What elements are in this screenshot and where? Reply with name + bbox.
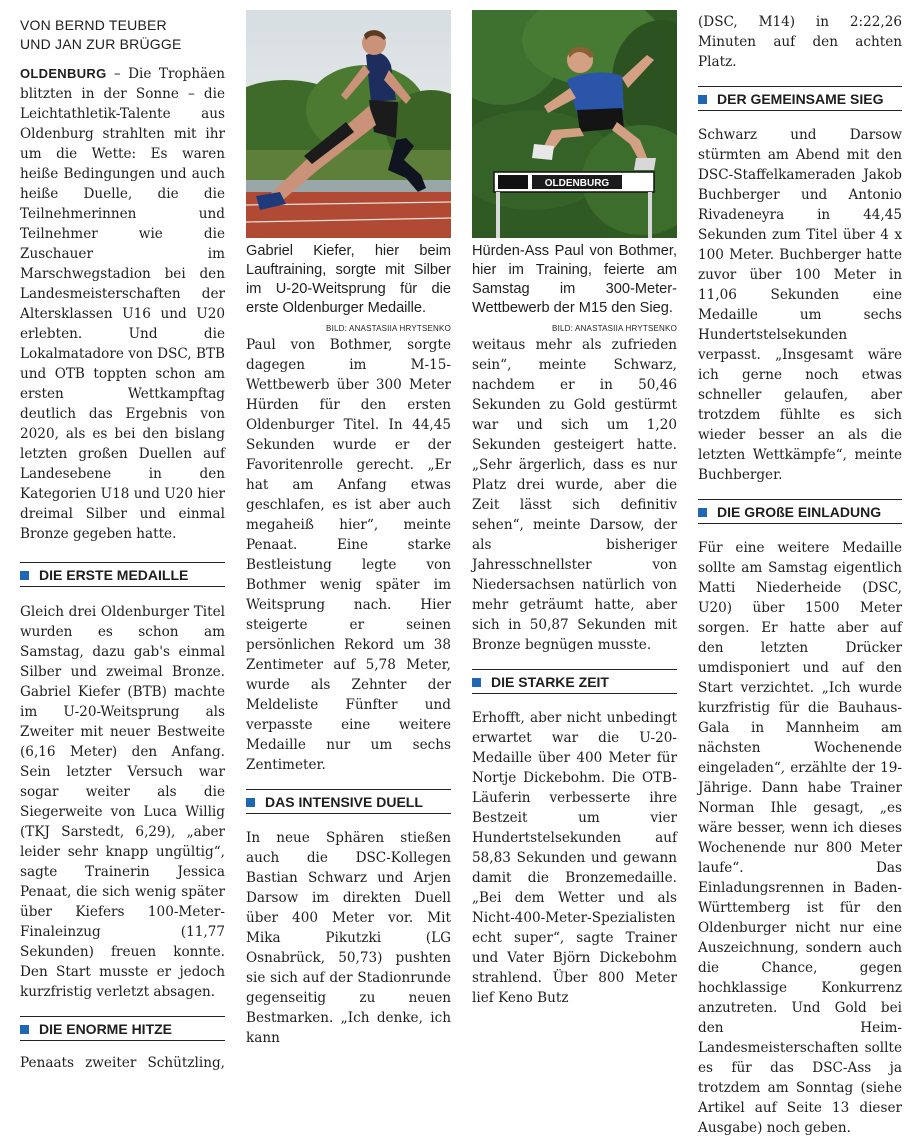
heading-square-icon xyxy=(698,508,707,517)
paragraph-intensive-duell: In neue Sphären stießen auch die DSC-Kollegen Bastian Schwarz und Arjen Darsow im direkten Duell über 400 Meter vor. Mit Mika Pikutzki (LG Osnabrück, 50,73) pushten sie sich auf der Stadionrunde gegenseitig zu neuen Bestmarken. „Ich denke, ich kann xyxy=(246,830,451,1046)
heading-grosse-einladung xyxy=(698,499,902,524)
photo-paul-von-bothmer xyxy=(472,10,677,238)
heading-text: DAS INTENSIVE DUELL xyxy=(265,794,423,810)
heading-erste-medaille xyxy=(20,562,225,587)
photo-credit-2: BILD: ANASTASIIA HRYTSENKO xyxy=(552,324,677,333)
heading-starke-zeit xyxy=(472,669,677,694)
photo-gabriel-kiefer xyxy=(246,10,451,238)
heading-square-icon xyxy=(246,798,255,807)
heading-enorme-hitze xyxy=(20,1016,225,1041)
heading-text: DIE STARKE ZEIT xyxy=(491,674,609,690)
heading-text: DIE GROßE EINLADUNG xyxy=(717,504,882,520)
heading-square-icon xyxy=(20,571,29,580)
heading-text: DIE ERSTE MEDAILLE xyxy=(39,567,189,583)
column-3 xyxy=(472,0,677,1006)
sprinter-photo-image xyxy=(246,10,451,238)
heading-square-icon xyxy=(698,95,707,104)
column-1 xyxy=(20,0,225,1071)
hurdler-photo-image xyxy=(472,10,677,238)
heading-square-icon xyxy=(20,1025,29,1034)
heading-text: DIE ENORME HITZE xyxy=(39,1021,173,1037)
column-2 xyxy=(246,0,451,1046)
dateline: OLDENBURG xyxy=(20,66,107,81)
paragraph-grosse-einladung: Für eine weitere Medaille sollte am Samstag eigentlich Matti Niederheide (DSC, U20) über 1500 Meter sorgen. Er hatte aber auf den letzten Drücker umdisponiert und auf den Start verzichtet. „Ich wurde kurzfristig für die Bauhaus-Gala in Mannheim am nächsten Wochenende eingeladen“, erzählte der 19-Jährige. Dann habe Trainer Norman Ihle gesagt, „es wäre besser, wenn ich dieses Wochenende nur 800 Meter laufe“. Das Einladungsrennen in Baden-Württemberg ist für den Oldenburger nicht nur eine Auszeichnung, sondern auch die Chance, gegen hochklassige Konkurrenz anzutreten. Und Gold bei den Heim-Landesmeisterschaften sollte es für das DSC-Ass ja trotzdem am Sonntag (siehe Artikel auf Seite 13 dieser Ausgabe) noch geben. xyxy=(698,540,902,1136)
heading-intensive-duell xyxy=(246,789,451,814)
paragraph-enorme-hitze: Paul von Bothmer, sorgte dagegen im M-15-Wettbewerb über 300 Meter Hürden für den ersten Oldenburger Titel. In 44,45 Sekunden wurde er der Favoritenrolle gerecht. „Er hat am Anfang etwas geschlafen, es ist aber auch megaheiß hier“, meinte Penaat. Eine starke Bestleistung legte von Bothmer wenig später im Weitsprung nach. Hier steigerte er seinen persönlichen Rekord um 38 Zentimeter auf 5,78 Meter, wurde als Zehnter der Meldeliste Fünfter und verpasste eine weitere Medaille nur um sechs Zentimeter. xyxy=(246,337,451,773)
paragraph-starke-zeit-cont: (DSC, M14) in 2:22,26 Minuten auf den achten Platz. xyxy=(698,14,902,70)
photo-credit-1: BILD: ANASTASIIA HRYTSENKO xyxy=(326,324,451,333)
intro-text: – Die Trophäen blitzten in der Sonne – die Leichtathletik-Talente aus Oldenburg strahlten mit ihr um die Wette: Es waren heiße Bedingungen und auch heiße Duelle, die die Teilnehmerinnen und Teilnehmer wie die Zuschauer im Marschwegstadion bei den Landesmeisterschaften der Altersklassen U16 und U20 erlebten. Und die Lokalmatadore von DSC, BTB und OTB toppten schon am ersten Wettkampftag deutlich das Ergebnis von 2020, als es bei den bislang letzten großen Duellen auf Landesebene in den Kategorien U18 und U20 hier dreimal Silber und einmal Bronze gegeben hatte. xyxy=(20,66,225,542)
photo-caption-1 xyxy=(246,242,451,333)
heading-square-icon xyxy=(472,678,481,687)
photo-caption-2 xyxy=(472,242,677,333)
caption-text: Hürden-Ass Paul von Bothmer, hier im Training, feierte am Samstag im 300-Meter-Wettbewerb der M15 den Sieg. xyxy=(472,243,677,316)
heading-text: DER GEMEINSAME SIEG xyxy=(717,91,884,107)
caption-text: Gabriel Kiefer, hier beim Lauftraining, sorgte mit Silber im U-20-Weitsprung für die erste Oldenburger Medaille. xyxy=(246,243,451,316)
byline-line-2: UND JAN ZUR BRÜGGE xyxy=(20,36,182,52)
hurdle-sponsor-text: OLDENBURG xyxy=(544,178,610,189)
paragraph-intensive-duell-cont: weitaus mehr als zufrieden sein“, meinte Schwarz, nachdem er in 50,46 Sekunden zu Gold gestürmt war und sich um 1,20 Sekunden gesteigert hatte. „Sehr ärgerlich, dass es nur Platz drei wurde, aber die Zeit lässt sich definitiv sehen“, meinte Darsow, der als bisheriger Jahresschnellster von Niedersachsen natürlich von mehr geträumt hatte, aber sich in 50,87 Sekunden mit Bronze begnügen musste. xyxy=(472,337,677,653)
heading-gemeinsame-sieg xyxy=(698,86,902,111)
paragraph-gemeinsame-sieg: Schwarz und Darsow stürmten am Abend mit den DSC-Staffelkameraden Jakob Buchberger und Antonio Rivadeneyra in 44,45 Sekunden zum Titel über 4 x 100 Meter. Buchberger hatte zuvor über 100 Meter in 11,06 Sekunden eine Medaille um sechs Hundertstelsekunden verpasst. „Insgesamt wäre ich gerne noch etwas schneller gelaufen, aber trotzdem fühlte es sich wieder besser an als die letzten Wettkämpfe“, meinte Buchberger. xyxy=(698,127,902,483)
paragraph-erste-medaille: Gleich drei Oldenburger Titel wurden es schon am Samstag, dazu gab's einmal Silber und zweimal Bronze. Gabriel Kiefer (BTB) machte im U-20-Weitsprung als Zweiter mit neuer Bestweite (6,16 Meter) den Anfang. Sein letzter Versuch war sogar weiter als die Siegerweite von Luca Willig (TKJ Sarstedt, 6,29), „aber leider sehr knapp ungültig“, sagte Trainerin Jessica Penaat, die sich wenig später über Kiefers 100-Meter-Finaleinzug (11,77 Sekunden) freuen konnte. Den Start musste er jedoch kurzfristig verletzt absagen. xyxy=(20,604,225,1000)
column-4 xyxy=(698,0,902,1136)
byline xyxy=(20,16,225,54)
paragraph-enorme-hitze-start: Penaats zweiter Schützling, xyxy=(20,1055,225,1071)
byline-line-1: VON BERND TEUBER xyxy=(20,17,167,33)
intro-paragraph xyxy=(20,64,225,544)
paragraph-starke-zeit: Erhofft, aber nicht unbedingt erwartet war die U-20-Medaille über 400 Meter für Nortje Dickebohm. Die OTB-Läuferin verbesserte ihre Bestzeit um vier Hundertstelsekunden auf 58,83 Sekunden und gewann damit die Bronzemedaille. „Bei dem Wetter und als Nicht-400-Meter-Spezialisten echt super“, sagte Trainer und Vater Björn Dickebohm strahlend. Über 800 Meter lief Keno Butz xyxy=(472,710,677,1006)
